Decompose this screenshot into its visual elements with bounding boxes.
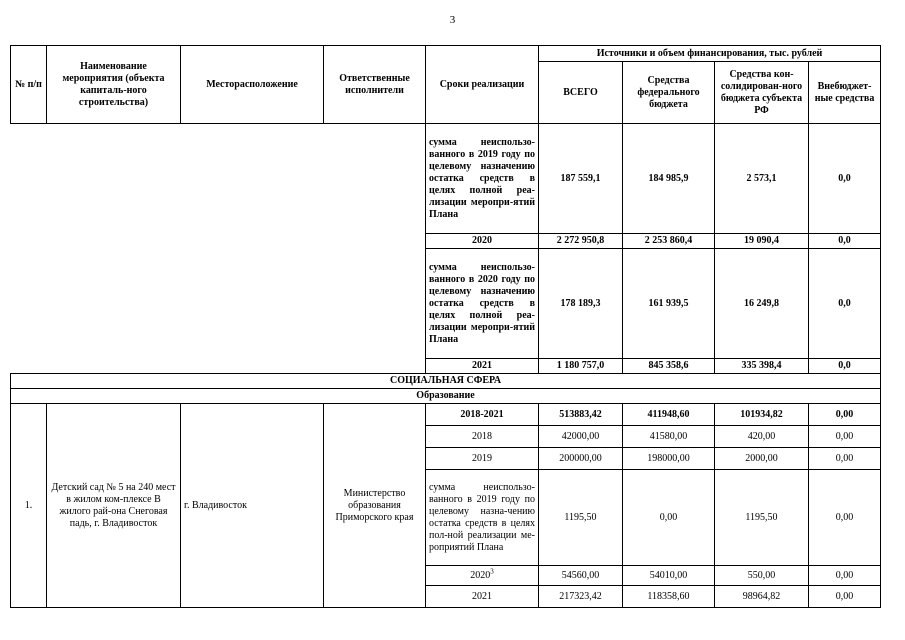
federal-cell: 161 939,5 — [623, 249, 715, 359]
header-location: Месторасположение — [181, 46, 324, 124]
total-cell: 187 559,1 — [539, 124, 623, 234]
term-cell: сумма неиспользо-ванного в 2019 году по целевому назна-чению остатка средств в целях пол-ной реализации ме-роприятий Плана — [426, 470, 539, 566]
term-text: 2020 — [470, 569, 491, 581]
offbudget-cell: 0,00 — [809, 426, 881, 448]
consolidated-cell: 550,00 — [715, 566, 809, 586]
total-cell: 178 189,3 — [539, 249, 623, 359]
offbudget-cell: 0,00 — [809, 566, 881, 586]
federal-cell: 845 358,6 — [623, 359, 715, 374]
federal-cell: 2 253 860,4 — [623, 234, 715, 249]
offbudget-cell: 0,00 — [809, 448, 881, 470]
federal-cell: 198000,00 — [623, 448, 715, 470]
federal-cell: 184 985,9 — [623, 124, 715, 234]
header-offbudget: Внебюджет-ные средства — [809, 62, 881, 124]
term-cell: 2018 — [426, 426, 539, 448]
total-cell: 42000,00 — [539, 426, 623, 448]
blank-cell — [11, 124, 426, 374]
total-cell: 217323,42 — [539, 586, 623, 608]
federal-cell: 0,00 — [623, 470, 715, 566]
total-cell: 513883,42 — [539, 404, 623, 426]
term-cell: сумма неиспользо-ванного в 2019 году по целевому назначению остатка средств в целях полной реа-лизации меропри-ятий Плана — [426, 124, 539, 234]
term-cell: сумма неиспользо-ванного в 2020 году по целевому назначению остатка средств в целях полной реа-лизации меропри-ятий Плана — [426, 249, 539, 359]
total-cell: 2 272 950,8 — [539, 234, 623, 249]
header-total: ВСЕГО — [539, 62, 623, 124]
item-num: 1. — [11, 404, 47, 608]
total-cell: 1 180 757,0 — [539, 359, 623, 374]
consolidated-cell: 420,00 — [715, 426, 809, 448]
consolidated-cell: 2000,00 — [715, 448, 809, 470]
federal-cell: 118358,60 — [623, 586, 715, 608]
term-cell: 2019 — [426, 448, 539, 470]
header-federal: Средства федерального бюджета — [623, 62, 715, 124]
header-num: № п/п — [11, 46, 47, 124]
term-cell: 2021 — [426, 359, 539, 374]
footnote-mark: 3 — [490, 567, 494, 576]
header-executors: Ответственные исполнители — [324, 46, 426, 124]
term-cell — [426, 566, 539, 586]
offbudget-cell: 0,00 — [809, 470, 881, 566]
header-consolidated: Средства кон-солидирован-ного бюджета субъекта РФ — [715, 62, 809, 124]
total-cell: 54560,00 — [539, 566, 623, 586]
consolidated-cell: 1195,50 — [715, 470, 809, 566]
offbudget-cell: 0,0 — [809, 124, 881, 234]
total-cell: 200000,00 — [539, 448, 623, 470]
offbudget-cell: 0,00 — [809, 586, 881, 608]
table-row — [11, 124, 881, 234]
term-cell: 2020 — [426, 234, 539, 249]
item-executor: Министерство образования Приморского края — [324, 404, 426, 608]
header-terms: Сроки реализации — [426, 46, 539, 124]
offbudget-cell: 0,0 — [809, 249, 881, 359]
item-location: г. Владивосток — [181, 404, 324, 608]
page-number: 3 — [449, 14, 456, 26]
term-cell: 2018-2021 — [426, 404, 539, 426]
offbudget-cell: 0,00 — [809, 404, 881, 426]
subsection-title: Образование — [11, 389, 881, 404]
header-name: Наименование мероприятия (объекта капиталь-ного строительства) — [47, 46, 181, 124]
federal-cell: 54010,00 — [623, 566, 715, 586]
term-cell: 2021 — [426, 586, 539, 608]
offbudget-cell: 0,0 — [809, 359, 881, 374]
item-name: Детский сад № 5 на 240 мест в жилом ком-плексе В жилого рай-она Снеговая падь, г. Владивосток — [47, 404, 181, 608]
section-title: СОЦИАЛЬНАЯ СФЕРА — [11, 374, 881, 389]
table-row — [11, 404, 881, 426]
consolidated-cell: 101934,82 — [715, 404, 809, 426]
header-sources: Источники и объем финансирования, тыс. рублей — [539, 46, 881, 62]
consolidated-cell: 19 090,4 — [715, 234, 809, 249]
consolidated-cell: 16 249,8 — [715, 249, 809, 359]
federal-cell: 41580,00 — [623, 426, 715, 448]
federal-cell: 411948,60 — [623, 404, 715, 426]
consolidated-cell: 98964,82 — [715, 586, 809, 608]
consolidated-cell: 2 573,1 — [715, 124, 809, 234]
consolidated-cell: 335 398,4 — [715, 359, 809, 374]
financing-table — [10, 45, 881, 608]
total-cell: 1195,50 — [539, 470, 623, 566]
offbudget-cell: 0,0 — [809, 234, 881, 249]
